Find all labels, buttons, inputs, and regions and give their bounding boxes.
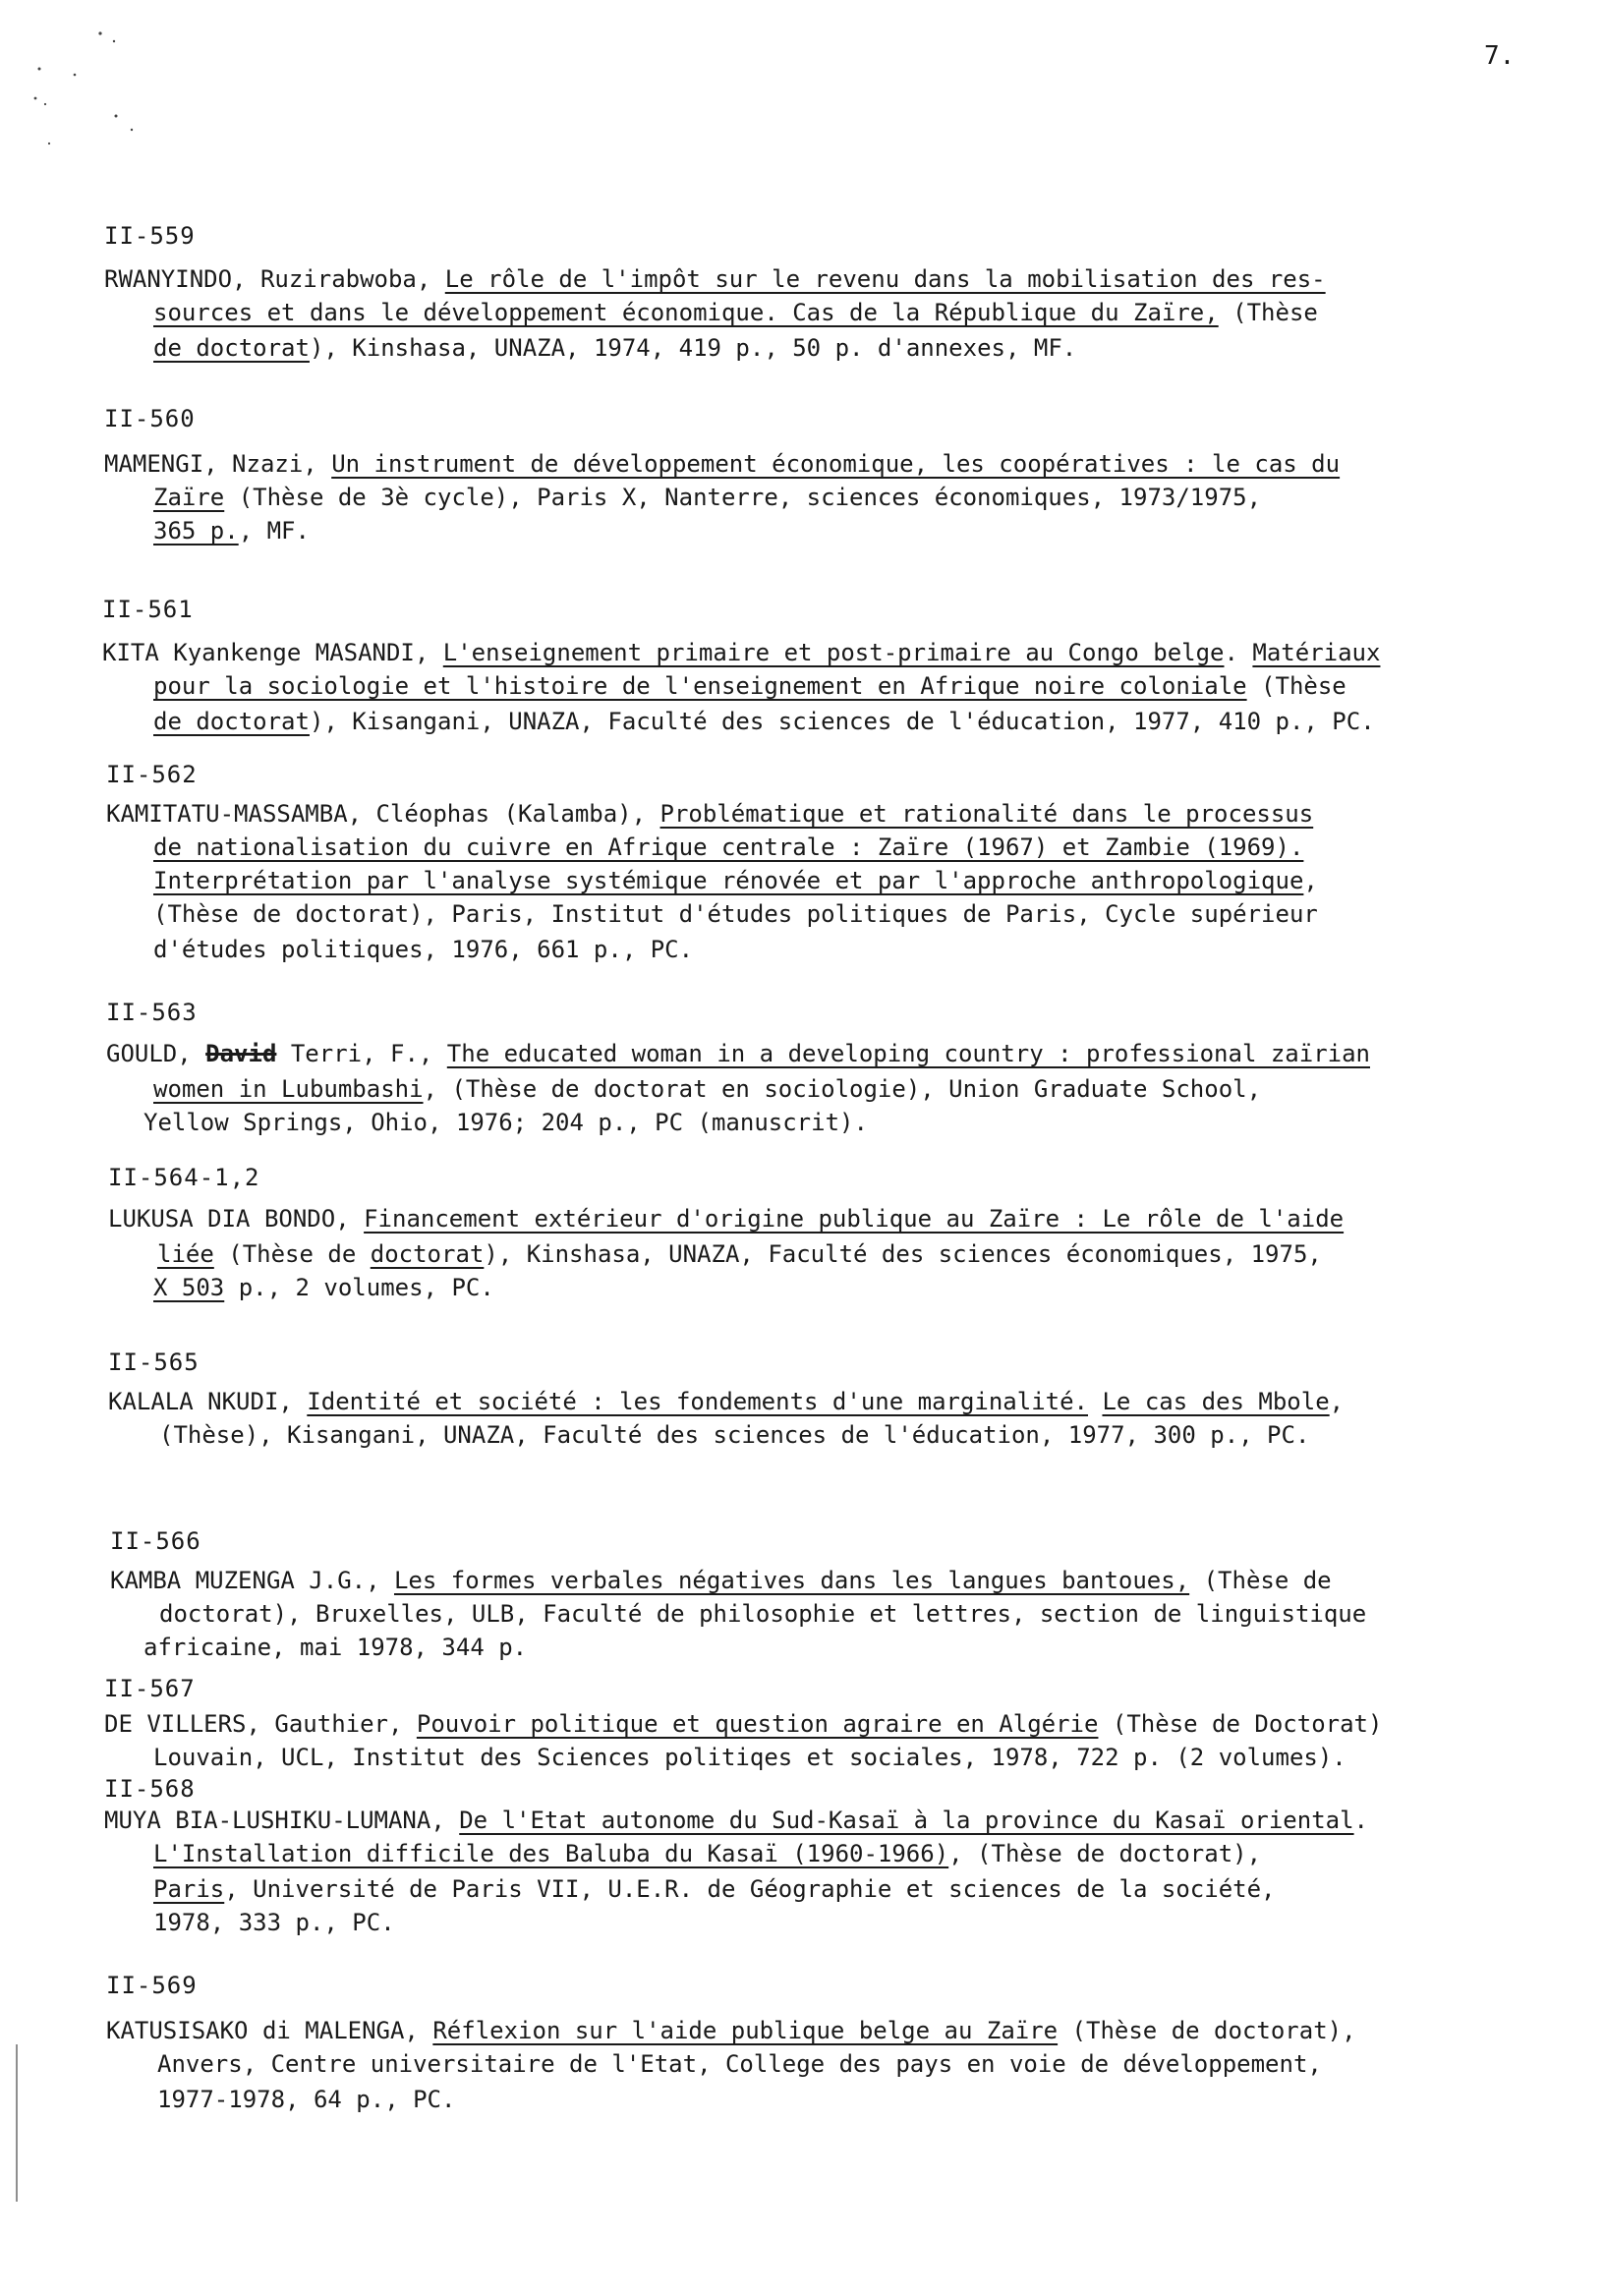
entry-line	[153, 1276, 494, 1299]
scan-specks	[29, 22, 187, 159]
underlined-title-text: Les formes verbales négatives dans les langues bantoues,	[393, 1567, 1190, 1594]
entry-id: II-563	[106, 999, 198, 1026]
entry-text: (Thèse de 3è cycle), Paris X, Nanterre, sciences économiques, 1973/1975,	[224, 484, 1262, 511]
entry-line	[153, 1911, 395, 1934]
entry-text: Yellow Springs, Ohio, 1976; 204 p., PC (manuscrit).	[143, 1109, 868, 1136]
entry-line	[153, 938, 693, 961]
entry-text: .	[1224, 639, 1253, 666]
entry-text: .	[1353, 1807, 1368, 1834]
underlined-title-text: L'Installation difficile des Baluba du Kasaï (1960-1966)	[153, 1840, 949, 1867]
entry-line	[153, 869, 1318, 892]
entry-line	[153, 301, 1318, 324]
entry-text: d'études politiques, 1976, 661 p., PC.	[153, 936, 694, 963]
underlined-title-text: Zaïre	[153, 484, 225, 511]
underlined-title-text: 365 p.	[153, 517, 239, 545]
entry-id: II-561	[102, 596, 194, 623]
underlined-title-text: pour la sociologie et l'histoire de l'enseignement en Afrique noire coloniale	[153, 672, 1247, 700]
entry-id: II-562	[106, 761, 198, 788]
entry-text: , Université de Paris VII, U.E.R. de Géographie et sciences de la société,	[224, 1875, 1276, 1903]
entry-id: II-560	[104, 405, 196, 432]
entry-text: ,	[1303, 867, 1318, 894]
underlined-title-text: The educated woman in a developing country : professional zaïrian	[446, 1040, 1370, 1067]
entry-line	[153, 674, 1346, 698]
entry-line	[108, 1390, 1344, 1413]
entry-line	[153, 1746, 1346, 1769]
entry-text: Anvers, Centre universitaire de l'Etat, College des pays en voie de développement,	[157, 2050, 1322, 2078]
entry-text: Louvain, UCL, Institut des Sciences politiqes et sociales, 1978, 722 p. (2 volumes).	[153, 1744, 1346, 1771]
underlined-title-text: Identité et société : les fondements d'une marginalité.	[307, 1388, 1089, 1415]
entry-id: II-564-1,2	[108, 1164, 260, 1191]
entry-line	[153, 835, 1303, 859]
entry-text: DE VILLERS, Gauthier,	[104, 1710, 417, 1738]
entry-text: p., 2 volumes, PC.	[224, 1274, 494, 1301]
entry-line	[104, 267, 1326, 291]
entry-text: , (Thèse de doctorat),	[948, 1840, 1262, 1867]
page-number: 7.	[1484, 41, 1516, 71]
entry-line	[104, 452, 1340, 476]
entry-text: doctorat), Bruxelles, ULB, Faculté de philosophie et lettres, section de linguistique	[159, 1600, 1367, 1628]
entry-text: (Thèse de	[213, 1240, 371, 1268]
entry-text: David	[205, 1040, 277, 1067]
underlined-title-text: de nationalisation du cuivre en Afrique centrale : Zaïre (1967) et Zambie (1969).	[153, 833, 1304, 861]
entry-text	[1088, 1388, 1102, 1415]
entry-line	[153, 710, 1375, 733]
entry-text: (Thèse de doctorat),	[1058, 2017, 1356, 2044]
entry-text: KITA Kyankenge MASANDI,	[102, 639, 443, 666]
entry-text: ), Kinshasa, UNAZA, 1974, 419 p., 50 p. d'annexes, MF.	[309, 334, 1077, 362]
entry-line	[102, 641, 1380, 664]
entry-id: II-567	[104, 1675, 196, 1702]
entry-text: RWANYINDO, Ruzirabwoba,	[104, 265, 445, 293]
entry-id: II-568	[104, 1775, 196, 1803]
entry-line	[108, 1207, 1344, 1231]
entry-text: KATUSISAKO di MALENGA,	[106, 2017, 433, 2044]
underlined-title-text: Financement extérieur d'origine publique au Zaïre : Le rôle de l'aide	[364, 1205, 1345, 1233]
entry-line	[153, 902, 1318, 926]
entry-text: ), Kinshasa, UNAZA, Faculté des sciences économiques, 1975,	[484, 1240, 1322, 1268]
entry-text: Terri, F.,	[276, 1040, 447, 1067]
entry-text: , MF.	[238, 517, 310, 545]
entry-line	[159, 1423, 1309, 1447]
entry-text: 1977-1978, 64 p., PC.	[157, 2086, 456, 2113]
entry-text: ,	[1329, 1388, 1345, 1415]
entry-text: (Thèse), Kisangani, UNAZA, Faculté des sciences de l'éducation, 1977, 300 p., PC.	[159, 1421, 1310, 1449]
entry-text: , (Thèse de doctorat en sociologie), Union Graduate School,	[423, 1075, 1262, 1103]
entry-line	[153, 1842, 1261, 1866]
entry-line	[153, 486, 1261, 509]
underlined-title-text: de doctorat	[153, 708, 310, 735]
entry-id: II-566	[110, 1527, 201, 1555]
entry-line	[106, 2019, 1356, 2042]
underlined-title-text: liée	[157, 1240, 214, 1268]
entry-id: II-569	[106, 1972, 198, 1999]
margin-mark	[16, 2044, 18, 2202]
entry-text: (Thèse	[1218, 299, 1318, 326]
underlined-title-text: sources et dans le développement économique. Cas de la République du Zaïre,	[153, 299, 1219, 326]
underlined-title-text: Interprétation par l'analyse systémique rénovée et par l'approche anthropologique	[153, 867, 1304, 894]
entry-text: KAMBA MUZENGA J.G.,	[110, 1567, 394, 1594]
entry-text: (Thèse	[1246, 672, 1346, 700]
entry-line	[143, 1636, 527, 1659]
entry-line	[159, 1602, 1366, 1626]
underlined-title-text: Réflexion sur l'aide publique belge au Zaïre	[432, 2017, 1059, 2044]
entry-text: KAMITATU-MASSAMBA, Cléophas (Kalamba),	[106, 800, 660, 828]
entry-text: (Thèse de Doctorat)	[1098, 1710, 1383, 1738]
entry-text: LUKUSA DIA BONDO,	[108, 1205, 365, 1233]
entry-line	[106, 802, 1313, 826]
underlined-title-text: women in Lubumbashi	[153, 1075, 424, 1103]
underlined-title-text: doctorat	[370, 1240, 485, 1268]
underlined-title-text: Le cas des Mbole	[1102, 1388, 1330, 1415]
entry-text: GOULD,	[106, 1040, 206, 1067]
underlined-title-text: Pouvoir politique et question agraire en Algérie	[416, 1710, 1099, 1738]
entry-text: ), Kisangani, UNAZA, Faculté des sciences de l'éducation, 1977, 410 p., PC.	[309, 708, 1375, 735]
underlined-title-text: de doctorat	[153, 334, 310, 362]
entry-text: 1978, 333 p., PC.	[153, 1909, 395, 1936]
entry-text: africaine, mai 1978, 344 p.	[143, 1634, 528, 1661]
entry-text: MAMENGI, Nzazi,	[104, 450, 332, 478]
underlined-title-text: Matériaux	[1252, 639, 1381, 666]
entry-line	[153, 519, 310, 543]
entry-line	[104, 1808, 1368, 1832]
entry-line	[143, 1111, 868, 1134]
entry-id: II-565	[108, 1349, 200, 1376]
entry-line	[106, 1042, 1370, 1065]
underlined-title-text: Paris	[153, 1875, 225, 1903]
entry-line	[104, 1712, 1382, 1736]
entry-line	[153, 1877, 1276, 1901]
underlined-title-text: Un instrument de développement économique, les coopératives : le cas du	[331, 450, 1341, 478]
entry-line	[157, 1242, 1322, 1266]
entry-line	[157, 2052, 1322, 2076]
underlined-title-text: De l'Etat autonome du Sud-Kasaï à la province du Kasaï oriental	[459, 1807, 1354, 1834]
entry-line	[110, 1569, 1332, 1592]
entry-text: (Thèse de	[1189, 1567, 1332, 1594]
entry-line	[157, 2088, 455, 2111]
underlined-title-text: X 503	[153, 1274, 225, 1301]
entry-text: KALALA NKUDI,	[108, 1388, 308, 1415]
entry-text: MUYA BIA-LUSHIKU-LUMANA,	[104, 1807, 460, 1834]
entry-line	[153, 336, 1076, 360]
entry-text: (Thèse de doctorat), Paris, Institut d'études politiques de Paris, Cycle supérieur	[153, 900, 1318, 928]
underlined-title-text: Le rôle de l'impôt sur le revenu dans la mobilisation des res-	[444, 265, 1326, 293]
entry-id: II-559	[104, 222, 196, 250]
underlined-title-text: L'enseignement primaire et post-primaire au Congo belge	[442, 639, 1225, 666]
underlined-title-text: Problématique et rationalité dans le processus	[659, 800, 1314, 828]
entry-line	[153, 1077, 1261, 1101]
